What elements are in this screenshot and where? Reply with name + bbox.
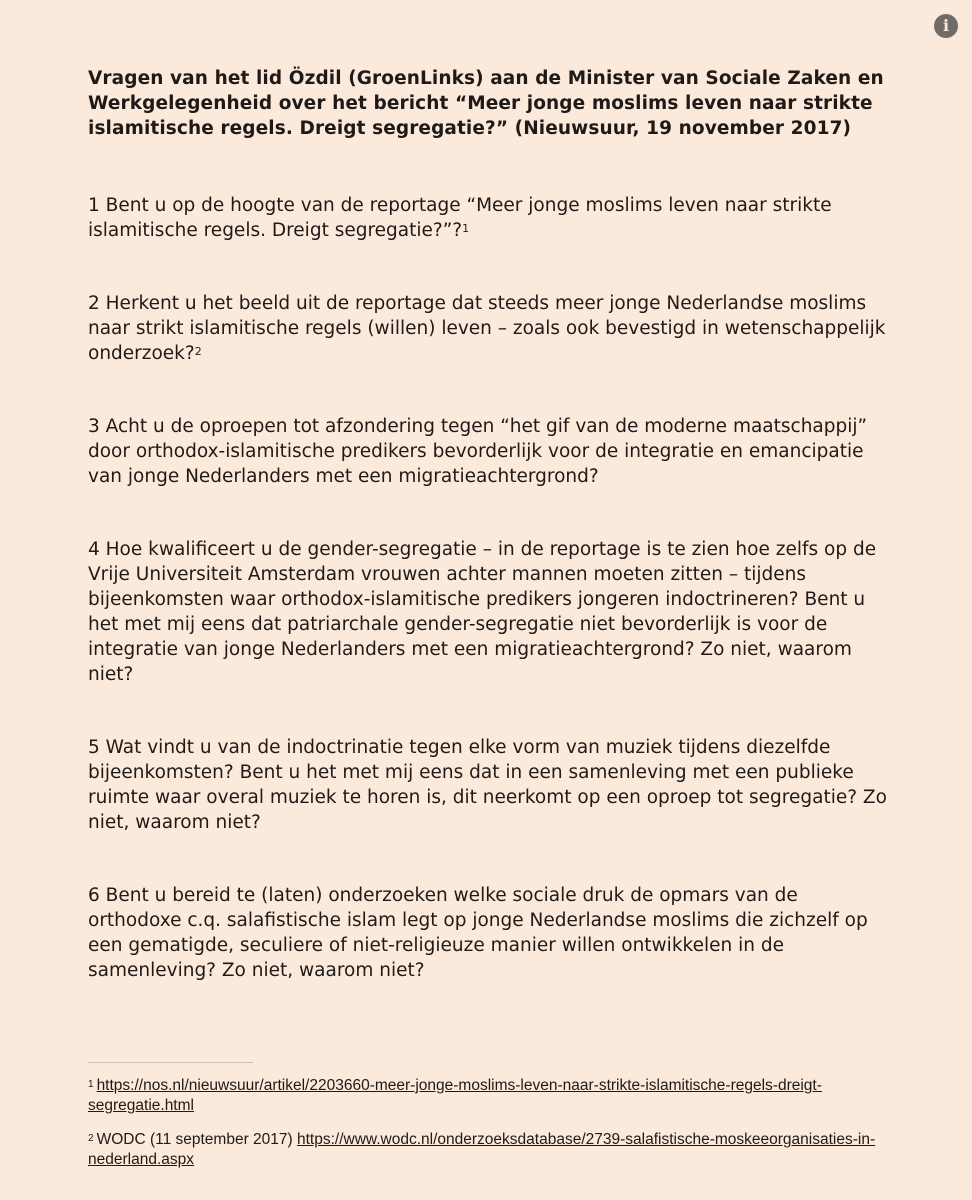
question-text: 2 Herkent u het beeld uit de reportage dat steeds meer jonge Nederlandse moslims naar strikt islamitische regels (willen) leven – zoals ook bevestigd in wetenschappelijk onderzoek? (88, 293, 886, 364)
footnote-prefix: WODC (11 september 2017) (96, 1131, 297, 1148)
footnote-2 (88, 1130, 888, 1170)
question-1 (88, 193, 888, 243)
footnote-divider (88, 1062, 253, 1063)
footnote-ref: 2 (194, 345, 202, 358)
question-text: 3 Acht u de oproepen tot afzondering tegen “het gif van de moderne maatschappij” door orthodox-islamitische predikers bevorderlijk voor de integratie en emancipatie van jonge Nederlanders met een migratieachtergrond? (88, 416, 868, 487)
footnote-number: 2 (88, 1133, 94, 1144)
question-2 (88, 291, 888, 366)
footnote-ref: 1 (462, 222, 470, 235)
question-3 (88, 414, 888, 489)
question-4 (88, 537, 888, 687)
document-body (88, 66, 888, 983)
question-text: 4 Hoe kwalificeert u de gender-segregatie – in de reportage is te zien hoe zelfs op de Vrije Universiteit Amsterdam vrouwen achter mannen moeten zitten – tijdens bijeenkomsten waar orthodox-islamitische predikers jongeren indoctrineren? Bent u het met mij eens dat patriarchale gender-segregatie niet bevorderlijk is voor de integratie van jonge Nederlanders met een migratieachtergrond? Zo niet, waarom niet? (88, 539, 877, 685)
document-title: Vragen van het lid Özdil (GroenLinks) aan de Minister van Sociale Zaken en Werkgelegenheid over het bericht “Meer jonge moslims leven naar strikte islamitische regels. Dreigt segregatie?” (Nieuwsuur, 19 november 2017) (88, 68, 884, 139)
footnotes (88, 1076, 888, 1184)
question-5 (88, 735, 888, 835)
footnote-number: 1 (88, 1079, 94, 1090)
question-text: 1 Bent u op de hoogte van de reportage “Meer jonge moslims leven naar strikte islamitische regels. Dreigt segregatie?”? (88, 195, 832, 241)
footnote-link[interactable]: https://www.wodc.nl/onderzoeksdatabase/2739-salafistische-moskeeorganisaties-in-nederland.aspx (88, 1131, 876, 1168)
question-text: 6 Bent u bereid te (laten) onderzoeken welke sociale druk de opmars van de orthodoxe c.q. salafistische islam legt op jonge Nederlandse moslims die zichzelf op een gematigde, seculiere of niet-religieuze manier willen ontwikkelen in de samenleving? Zo niet, waarom niet? (88, 885, 868, 981)
footnote-1 (88, 1076, 888, 1116)
footnote-link[interactable]: https://nos.nl/nieuwsuur/artikel/2203660-meer-jonge-moslims-leven-naar-strikte-islamitische-regels-dreigt-segregatie.html (88, 1077, 822, 1114)
question-text: 5 Wat vindt u van de indoctrinatie tegen elke vorm van muziek tijdens diezelfde bijeenkomsten? Bent u het met mij eens dat in een samenleving met een publieke ruimte waar overal muziek te horen is, dit neerkomt op een oproep tot segregatie? Zo niet, waarom niet? (88, 737, 887, 833)
question-6 (88, 883, 888, 983)
info-icon[interactable]: i (934, 14, 958, 38)
